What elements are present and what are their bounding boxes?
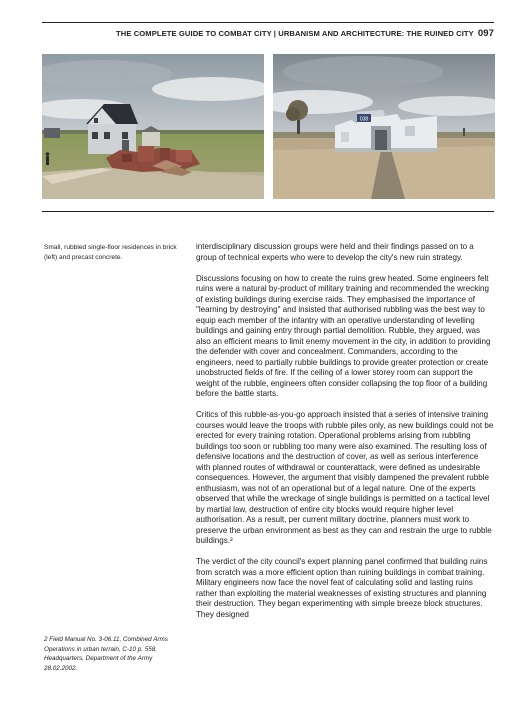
footnote: 2 Field Manual No. 3-06.11, Combined Arms Operations in urban terrain, C-10 p. 558, Headquarters, Department of the Army 28.02.2002. (44, 636, 168, 672)
page-number: 097 (477, 28, 494, 39)
body-paragraph: Discussions focusing on how to create the ruins grew heated. Some engineers felt ruins were a natural by-product of military training and recommended the wrecking of existing buildings during exercise raids. They emphasised the importance of "learning by destroying" and insisted that authorised rubbling was the best way to equip each member of the infantry with an operative understanding of levelling buildings and gaining entry through partial demolition. Rubble, they argued, was also an efficient means to limit enemy movement in the city, in addition to providing the defender with cover and concealment. Commanders, according to the engineers, need to partially rubble buildings to provide greater protection or create unobstructed fields of fire. If the ceiling of a lower storey room can support the weight of the rubble, engineers often consider collapsing the top floor of a building before the battle starts. (196, 273, 491, 398)
section-rule (42, 211, 494, 212)
body-text (196, 242, 494, 631)
running-header (42, 28, 494, 39)
body-paragraph: interdisciplinary discussion groups were held and their findings passed on to a group of technical experts who were to develop the city's new ruin strategy. (196, 242, 474, 262)
running-title: THE COMPLETE GUIDE TO COMBAT CITY | URBANISM AND ARCHITECTURE: THE RUINED CITY (116, 29, 474, 38)
right-sign: 038 (359, 116, 369, 123)
body-paragraph: Critics of this rubble-as-you-go approach insisted that a series of intensive training courses would leave the troops with rubble piles only, as new buildings could not be erected for every training rotation. Operational problems arising from rubbling buildings too soon or rubbling too many were also examined. The resulting loss of defensive locations and the destruction of cover, as well as serious interference with planned routes of withdrawal or counterattack, were defined as undesirable consequences. However, the argument that visibly dampened the prevalent rubble enthusiasm, was not of an operational but of a legal nature. One of the experts observed that while the wreckage of single buildings is permitted on a tactical level by martial law, destruction of entire city blocks would require higher level authorisation. As a result, per current military doctrine, planners must work to preserve the urban environment as best as they can and restrain the urge to rubble buildings.² (196, 410, 494, 545)
body-paragraph: The verdict of the city council's expert planning panel confirmed that building ruins from scratch was a more efficient option than ruining buildings in combat training. Military engineers now face the novel feat of calculating solid and lasting ruins rather than exploiting the material weaknesses of existing structures and planning their destruction. They began experimenting with simple breeze block structures. They designed (196, 557, 488, 619)
photo-concrete-ruin (273, 54, 495, 199)
photo-brick-ruin (42, 54, 264, 199)
photo-caption: Small, rubbled single-floor residences in brick (left) and precast concrete. (44, 244, 177, 261)
header-rule (42, 22, 494, 23)
